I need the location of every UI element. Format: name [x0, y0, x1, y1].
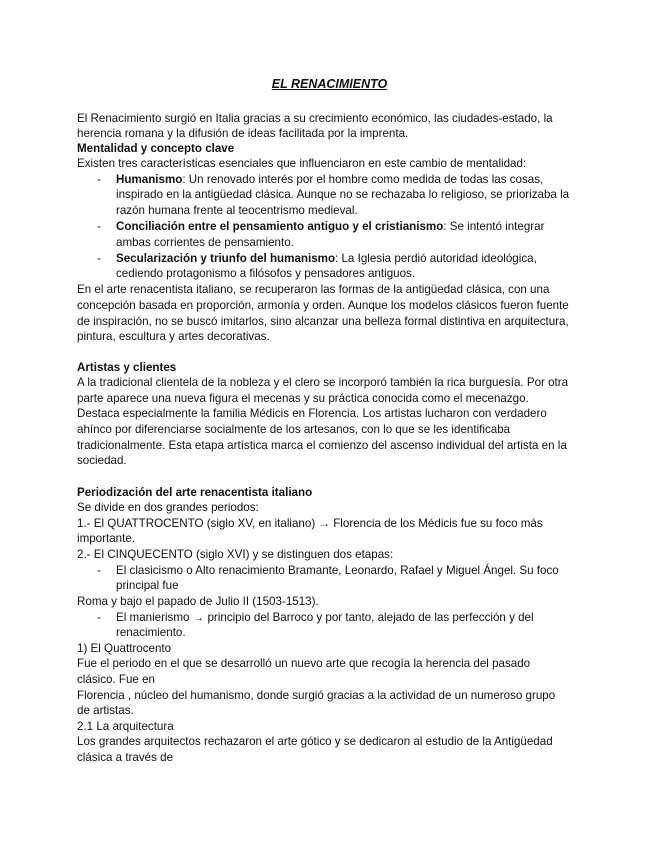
bullet-conciliacion: Conciliación entre el pensamiento antiguo y el cristianismo: Se intentó integrar [116, 220, 545, 233]
section-heading-mentalidad: Mentalidad y concepto clave [77, 142, 235, 155]
bullet-marker: - [97, 252, 101, 265]
bullet-secularizacion-cont: cediendo protagonismo a filósofos y pensadores antiguos. [116, 267, 416, 280]
periodizacion-line: importante. [77, 532, 135, 545]
artistas-line: ahínco por diferenciarse socialmente de los artesanos, con lo que se les identificaba [77, 423, 511, 436]
bullet-humanismo-cont: razón humana frente al teocentrismo medieval. [116, 204, 358, 217]
document-title: EL RENACIMIENTO [271, 77, 388, 91]
periodizacion-line: 2.- El CINQUECENTO (siglo XVI) y se distinguen dos etapas: [77, 548, 394, 561]
periodizacion-line: de artistas. [77, 704, 134, 717]
intro-line-2: herencia romana y la difusión de ideas facilitada por la imprenta. [77, 127, 409, 140]
bullet-humanismo-cont: inspirado en la antigüedad clásica. Aunque no se rechazaba lo religioso, se priorizaba la [116, 188, 570, 201]
periodizacion-line: Florencia , núcleo del humanismo, donde surgió gracias a la actividad de un numeroso grupo [77, 689, 556, 702]
term-humanismo: Humanismo [116, 173, 183, 186]
periodizacion-line: Fue el periodo en el que se desarrolló un nuevo arte que recogía la herencia del pasado [77, 657, 531, 670]
bullet-conciliacion-cont: ambas corrientes de pensamiento. [116, 236, 294, 249]
mentalidad-closing-line: pintura, escultura y artes decorativas. [77, 330, 270, 343]
artistas-line: A la tradicional clientela de la nobleza y el clero se incorporó también la rica burguesía. Por otra [77, 376, 569, 389]
intro-line-1: El Renacimiento surgió en Italia gracias a su crecimiento económico, las ciudades-estado, la [77, 112, 553, 125]
bullet-marker: - [97, 611, 101, 624]
mentalidad-closing-line: de inspiración, no se buscó imitarlos, sino alcanzar una belleza formal distintiva en arquitectura, [77, 315, 569, 328]
periodizacion-line: Roma y bajo el papado de Julio II (1503-1513). [77, 595, 319, 608]
subheading-arquitectura: 2.1 La arquitectura [77, 720, 174, 733]
term-secularizacion: Secularización y triunfo del humanismo [116, 252, 336, 265]
periodizacion-line: Se divide en dos grandes periodos: [77, 501, 259, 514]
artistas-line: sociedad. [77, 454, 127, 467]
artistas-line: parte aparece una nueva figura el mecenas y su práctica conocida como el mecenazgo. [77, 392, 529, 405]
term-conciliacion: Conciliación entre el pensamiento antiguo y el cristianismo [116, 220, 444, 233]
section-heading-artistas: Artistas y clientes [77, 361, 177, 374]
artistas-line: tradicionalmente. Esta etapa artística marca el comienzo del ascenso individual del artista en la [77, 439, 567, 452]
section-heading-periodizacion: Periodización del arte renacentista italiano [77, 486, 313, 499]
bullet-manierismo-cont: renacimiento. [116, 626, 186, 639]
mentalidad-closing-line: En el arte renacentista italiano, se recuperaron las formas de la antigüedad clásica, con una [77, 283, 550, 296]
artistas-line: Destaca especialmente la familia Médicis en Florencia. Los artistas lucharon con verdadero [77, 407, 547, 420]
periodizacion-line: 1.- El QUATTROCENTO (siglo XV, en italiano) → Florencia de los Médicis fue su foco más [77, 517, 543, 530]
periodizacion-line: clásica a través de [77, 751, 174, 764]
bullet-manierismo: El manierismo → principio del Barroco y por tanto, alejado de las perfección y del [116, 611, 534, 624]
bullet-clasicismo: El clasicismo o Alto renacimiento Bramante, Leonardo, Rafael y Miguel Ángel. Su foco [116, 564, 559, 577]
periodizacion-line: clásico. Fue en [77, 673, 155, 686]
bullet-humanismo: Humanismo: Un renovado interés por el hombre como medida de todas las cosas, [116, 173, 544, 186]
mentalidad-lead: Existen tres características esenciales que influenciaron en este cambio de mentalidad: [77, 157, 527, 170]
mentalidad-closing-line: concepción basada en proporción, armonía y orden. Aunque los modelos clásicos fueron fuente [77, 299, 569, 312]
bullet-marker: - [97, 173, 101, 186]
bullet-marker: - [97, 220, 101, 233]
bullet-marker: - [97, 564, 101, 577]
periodizacion-line: Los grandes arquitectos rechazaron el arte gótico y se dedicaron al estudio de la Antigüedad [77, 735, 553, 748]
bullet-clasicismo-cont: principal fue [116, 579, 179, 592]
subheading-quattrocento: 1) El Quattrocento [77, 642, 172, 655]
bullet-secularizacion: Secularización y triunfo del humanismo: La Iglesia perdió autoridad ideológica, [116, 252, 537, 265]
